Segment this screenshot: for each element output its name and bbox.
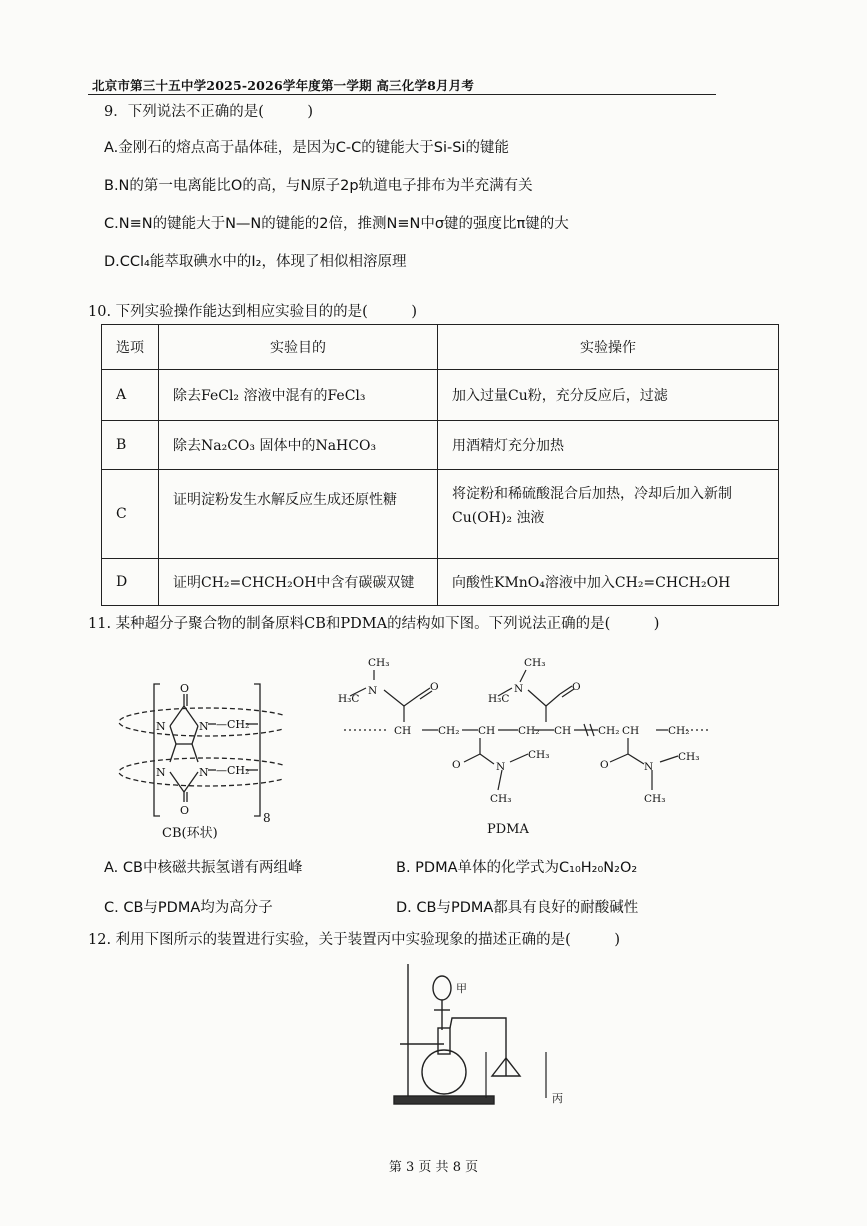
row-id: C: [102, 470, 159, 559]
pdma-o-2: O: [572, 681, 581, 693]
pdma-h3c-2: H₃C: [488, 693, 510, 705]
delivery-tube: [450, 1018, 506, 1076]
row-operation: 将淀粉和稀硫酸混合后加热，冷却后加入新制Cu(OH)₂ 浊液: [438, 470, 779, 559]
beaker-sides: [486, 1052, 546, 1098]
pdma-ch3-1: CH₃: [368, 657, 390, 669]
pdma-n-4: N: [644, 761, 654, 773]
q11-option-b: B. PDMA单体的化学式为C₁₀H₂₀N₂O₂: [396, 860, 638, 876]
pdma-ch3-4: CH₃: [490, 793, 512, 805]
stand-base: [394, 1096, 494, 1104]
pdma-o-1: O: [430, 681, 439, 693]
pdma-ch-4: CH: [622, 725, 640, 737]
q11-option-d: D. CB与PDMA都具有良好的耐酸碱性: [396, 900, 639, 916]
table-header-option: 选项: [102, 325, 159, 370]
row-goal: 证明CH₂=CHCH₂OH中含有碳碳双键: [159, 559, 438, 606]
pdma-o-3: O: [452, 759, 461, 771]
row-operation: 加入过量Cu粉，充分反应后，过滤: [438, 370, 779, 421]
table-row: [102, 370, 779, 421]
page-footer: 第 3 页 共 8 页: [388, 1160, 479, 1175]
cb-left-bracket: [154, 684, 160, 816]
cb-n4: N: [199, 766, 209, 779]
header-rule: [88, 94, 716, 95]
pdma-n-1: N: [368, 685, 378, 697]
pdma-n-3: N: [496, 761, 506, 773]
q12-stem: 12. 利用下图所示的装置进行实验，关于装置丙中实验现象的描述正确的是( ): [88, 932, 620, 948]
q9-option-c: C.N≡N的键能大于N—N的键能的2倍，推测N≡N中σ键的强度比π键的大: [104, 216, 569, 232]
pdma-ch3-3: CH₃: [528, 749, 550, 761]
row-id: B: [102, 421, 159, 470]
table-header-row: [102, 325, 779, 370]
q12-apparatus-diagram: [386, 958, 586, 1114]
pdma-ch3-2: CH₃: [524, 657, 546, 669]
cb-oxygen-bottom: O: [180, 804, 190, 817]
pdma-caption: PDMA: [487, 822, 529, 837]
cb-ch2-bottom: —CH₂: [216, 764, 250, 777]
row-operation: 向酸性KMnO₄溶液中加入CH₂=CHCH₂OH: [438, 559, 779, 606]
pdma-ch2-2: CH₂: [518, 725, 540, 737]
row-goal: 证明淀粉发生水解反应生成还原性糖: [159, 470, 438, 559]
q9-option-b: B.N的第一电离能比O的高，与N原子2p轨道电子排布为半充满有关: [104, 178, 533, 194]
q9-stem: 9．下列说法不正确的是( ): [104, 104, 314, 120]
pdma-o-4: O: [600, 759, 609, 771]
label-jia: 甲: [456, 982, 467, 995]
cb-ch2-top: —CH₂: [216, 718, 250, 731]
pdma-ch3-6: CH₃: [644, 793, 666, 805]
table-row: [102, 421, 779, 470]
q11-option-a: A. CB中核磁共振氢谱有两组峰: [104, 860, 303, 876]
q10-stem: 10. 下列实验操作能达到相应实验目的的是( ): [88, 304, 417, 320]
table-row: [102, 470, 779, 559]
pdma-structure-diagram: [338, 650, 710, 818]
cb-structure-diagram: [108, 676, 284, 826]
cb-repeat-subscript: 8: [263, 811, 271, 825]
cb-n1: N: [156, 720, 166, 733]
pdma-n-2: N: [514, 683, 524, 695]
table-header-goal: 实验目的: [159, 325, 438, 370]
cb-right-bracket: [254, 684, 260, 816]
table-header-operation: 实验操作: [438, 325, 779, 370]
pdma-ch2-1: CH₂: [438, 725, 460, 737]
row-id: D: [102, 559, 159, 606]
table-row: [102, 559, 779, 606]
pdma-ch-3: CH: [554, 725, 572, 737]
label-bing: 丙: [552, 1092, 563, 1105]
pdma-ch2-4: CH₂: [668, 725, 690, 737]
row-goal: 除去Na₂CO₃ 固体中的NaHCO₃: [159, 421, 438, 470]
exam-header: 北京市第三十五中学2025-2026学年度第一学期 高三化学8月月考: [92, 78, 475, 93]
q9-option-d: D.CCl₄能萃取碘水中的I₂，体现了相似相溶原理: [104, 254, 407, 270]
row-operation: 用酒精灯充分加热: [438, 421, 779, 470]
pdma-ch2-3: CH₂: [598, 725, 620, 737]
separatory-funnel: [433, 976, 451, 1000]
cb-n2: N: [199, 720, 209, 733]
q11-option-c: C. CB与PDMA均为高分子: [104, 900, 273, 916]
q9-option-a: A.金刚石的熔点高于晶体硅，是因为C-C的键能大于Si-Si的键能: [104, 140, 509, 156]
cb-n3: N: [156, 766, 166, 779]
row-id: A: [102, 370, 159, 421]
cb-oxygen-top: O: [180, 682, 190, 695]
row-goal: 除去FeCl₂ 溶液中混有的FeCl₃: [159, 370, 438, 421]
pdma-h3c-1: H₃C: [338, 693, 360, 705]
q11-stem: 11. 某种超分子聚合物的制备原料CB和PDMA的结构如下图。下列说法正确的是( ): [88, 616, 660, 632]
cb-caption: CB(环状): [162, 826, 218, 841]
pdma-ch-1: CH: [394, 725, 412, 737]
q10-experiment-table: [101, 324, 779, 606]
pdma-ch-2: CH: [478, 725, 496, 737]
round-bottom-flask: [422, 1050, 466, 1094]
pdma-ch3-5: CH₃: [678, 751, 700, 763]
